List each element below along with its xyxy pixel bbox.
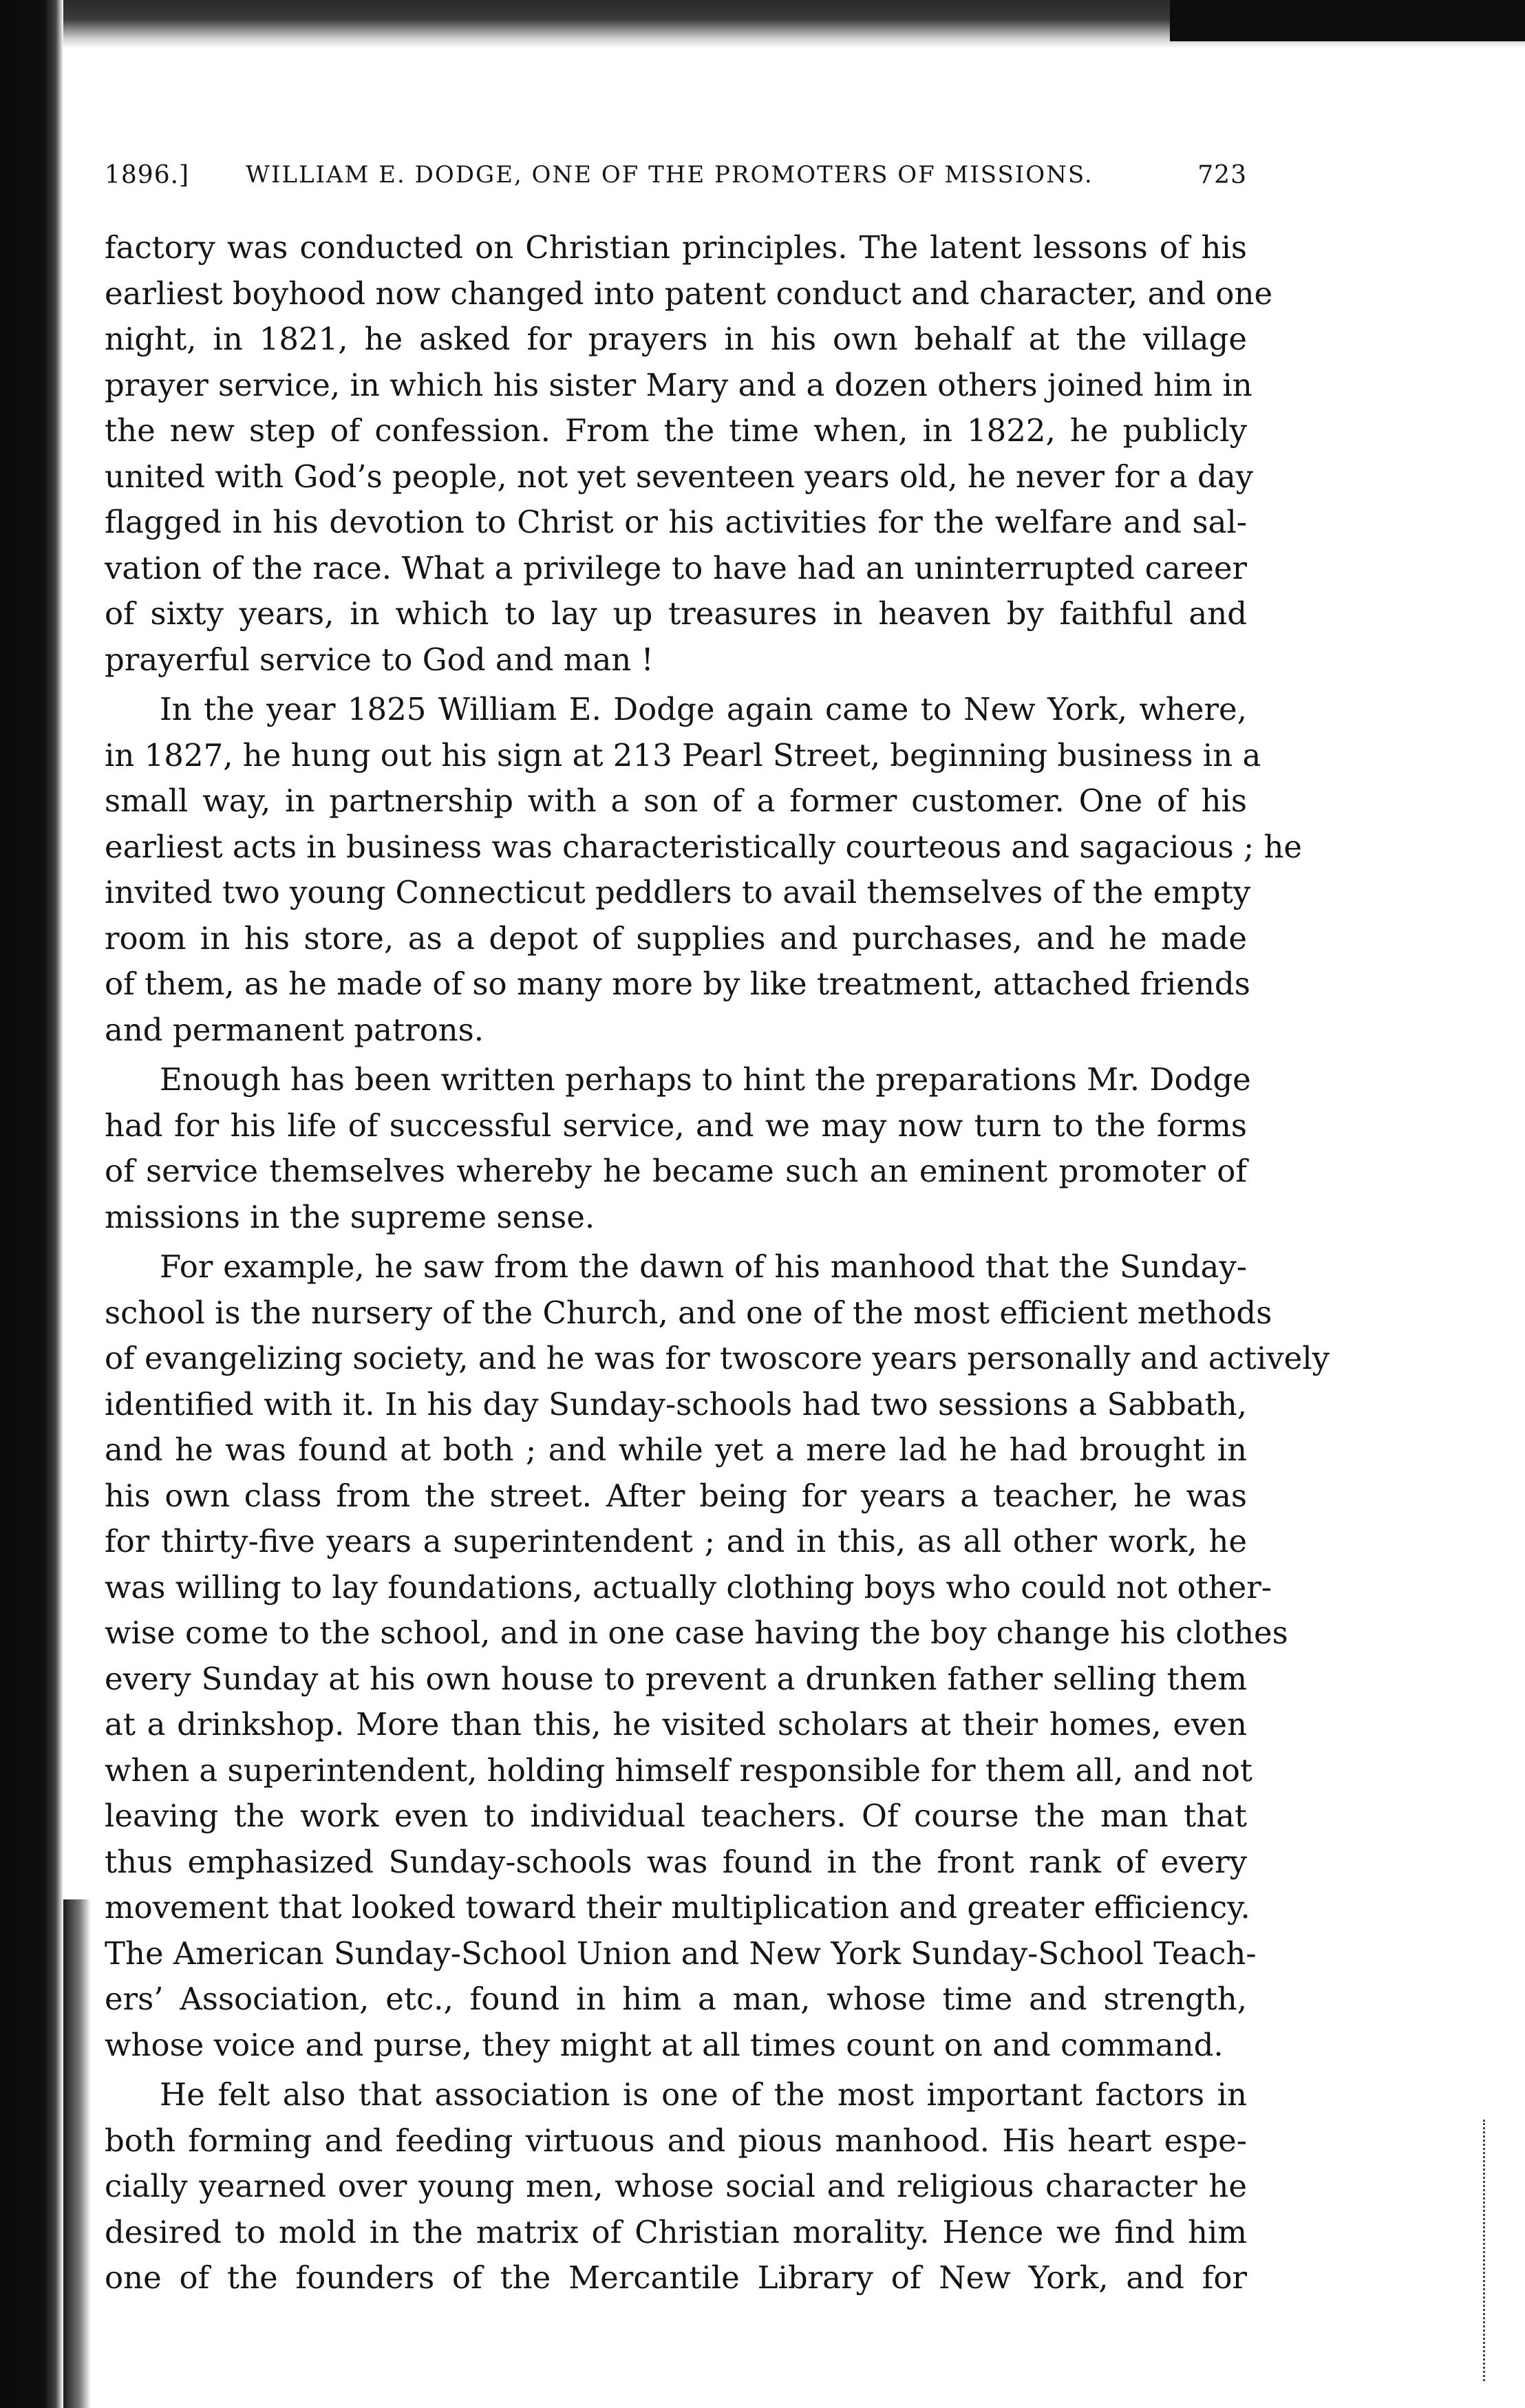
page-number: 723 — [1197, 161, 1247, 189]
text-line: prayerful service to God and man ! — [105, 641, 654, 678]
text-line: of evangelizing society, and he was for twoscore years personally and actively — [105, 1340, 1330, 1376]
text-line: small way, in partnership with a son of a former customer. One of his — [105, 782, 1247, 819]
text-line: in 1827, he hung out his sign at 213 Pearl Street, beginning business in a — [105, 736, 1261, 774]
text-line: earliest acts in business was characteristically courteous and sagacious ; he — [105, 828, 1303, 865]
text-line: movement that looked toward their multiplication and greater efficiency. — [105, 1889, 1250, 1926]
text-line: earliest boyhood now changed into patent conduct and character, and one — [105, 275, 1273, 312]
body-text — [105, 225, 1330, 2301]
scan-top-right-shadow — [1170, 0, 1525, 41]
text-line: Enough has been written perhaps to hint the preparations Mr. Dodge — [160, 1061, 1251, 1098]
text-line: and he was found at both ; and while yet a mere lad he had brought in — [105, 1431, 1247, 1468]
text-line: the new step of confession. From the time when, in 1822, he publicly — [105, 412, 1247, 449]
text-line: both forming and feeding virtuous and pious manhood. His heart espe- — [105, 2122, 1247, 2159]
text-line: of service themselves whereby he became such an eminent promoter of — [105, 1153, 1247, 1189]
header-year: 1896.] — [105, 161, 190, 189]
text-line: thus emphasized Sunday-schools was found in the front rank of every — [105, 1843, 1247, 1880]
text-line: flagged in his devotion to Christ or his activities for the welfare and sal- — [105, 504, 1247, 540]
text-line: night, in 1821, he asked for prayers in his own behalf at the village — [105, 321, 1247, 357]
text-line: united with God’s people, not yet seventeen years old, he never for a day — [105, 458, 1254, 495]
text-line: and permanent patrons. — [105, 1011, 484, 1048]
scan-right-edge-marks — [1483, 2120, 1493, 2381]
text-line: invited two young Connecticut peddlers to avail themselves of the empty — [105, 874, 1251, 910]
text-line: factory was conducted on Christian principles. The latent lessons of his — [105, 229, 1247, 266]
text-line: at a drinkshop. More than this, he visited scholars at their homes, even — [105, 1706, 1247, 1743]
text-line: The American Sunday-School Union and New York Sunday-School Teach- — [105, 1935, 1257, 1972]
text-line: cially yearned over young men, whose social and religious character he — [105, 2168, 1247, 2204]
text-line: prayer service, in which his sister Mary and a dozen others joined him in — [105, 366, 1252, 403]
text-line: identified with it. In his day Sunday-schools had two sessions a Sabbath, — [105, 1385, 1247, 1423]
text-line: leaving the work even to individual teachers. Of course the man that — [105, 1798, 1247, 1834]
text-line: room in his store, as a depot of supplies and purchases, and he made — [105, 919, 1247, 957]
running-header — [105, 161, 1247, 202]
text-line: desired to mold in the matrix of Christian morality. Hence we find him — [105, 2213, 1247, 2250]
text-line: had for his life of successful service, and we may now turn to the forms — [105, 1107, 1247, 1144]
text-line: of sixty years, in which to lay up treasures in heaven by faithful and — [105, 595, 1247, 632]
text-line: when a superintendent, holding himself responsible for them all, and not — [105, 1751, 1252, 1789]
text-line: For example, he saw from the dawn of his manhood that the Sunday- — [160, 1248, 1247, 1285]
text-line: missions in the supreme sense. — [105, 1198, 595, 1235]
text-line: was willing to lay foundations, actually clothing boys who could not other- — [105, 1568, 1272, 1606]
text-line: He felt also that association is one of the most important factors in — [160, 2076, 1247, 2113]
header-title: WILLIAM E. DODGE, ONE OF THE PROMOTERS OF MISSIONS. — [246, 161, 1094, 189]
text-line: ers’ Association, etc., found in him a man, whose time and strength, — [105, 1981, 1247, 2017]
text-line: school is the nursery of the Church, and one of the most efficient methods — [105, 1294, 1272, 1331]
text-line: his own class from the street. After being for years a teacher, he was — [105, 1477, 1247, 1514]
scan-left-lower-edge — [63, 1899, 91, 2408]
text-line: whose voice and purse, they might at all times count on and command. — [105, 2026, 1224, 2063]
text-line: wise come to the school, and in one case having the boy change his clothes — [105, 1615, 1288, 1651]
text-line: every Sunday at his own house to prevent a drunken father selling them — [105, 1660, 1247, 1697]
text-line: In the year 1825 William E. Dodge again came to New York, where, — [160, 691, 1247, 727]
text-line: vation of the race. What a privilege to have had an uninterrupted career — [105, 549, 1247, 586]
text-line: one of the founders of the Mercantile Library of New York, and for — [105, 2259, 1247, 2296]
text-line: of them, as he made of so many more by like treatment, attached friends — [105, 966, 1250, 1002]
text-line: for thirty-five years a superintendent ; and in this, as all other work, he — [105, 1523, 1247, 1559]
scan-left-binding-edge — [0, 0, 63, 2408]
